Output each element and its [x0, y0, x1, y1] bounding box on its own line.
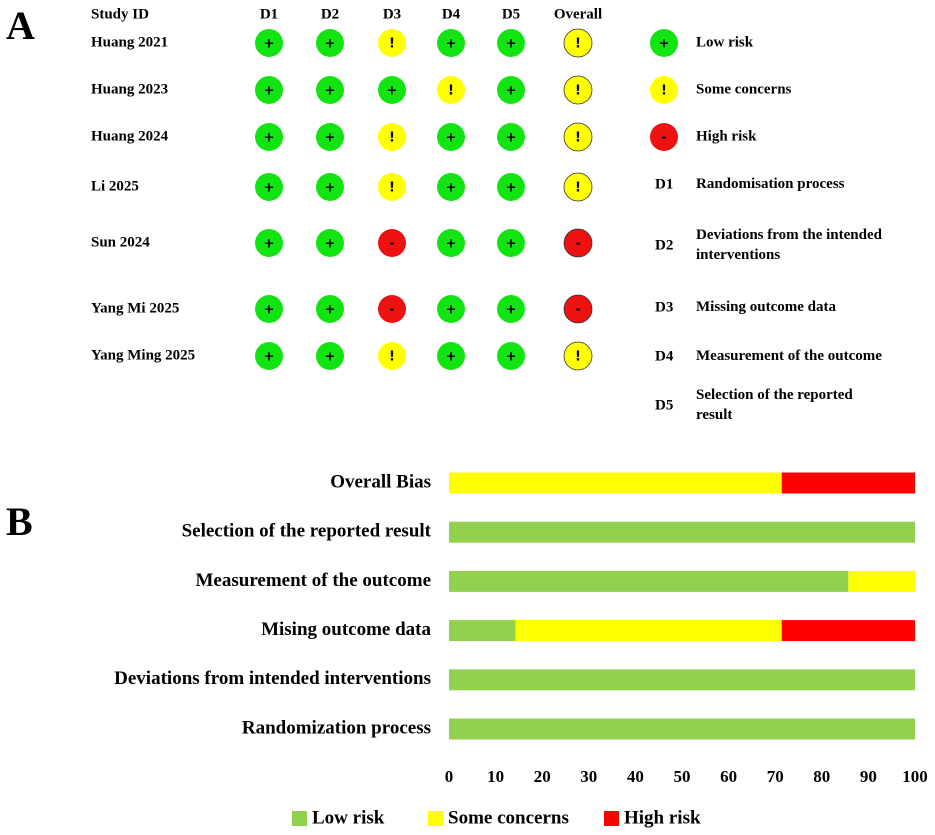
bar-segment-high — [782, 620, 915, 641]
judgement-symbol: + — [263, 36, 275, 52]
judgement-symbol: + — [324, 236, 336, 252]
judgement-symbol: - — [575, 302, 581, 318]
legend-domain-label: Selection of the reported result — [696, 387, 853, 424]
legend-label-some: Some concerns — [696, 81, 792, 98]
judgement-symbol: + — [263, 302, 275, 318]
judgement-symbol: + — [263, 130, 275, 146]
header-d2: D2 — [320, 6, 340, 23]
judgement-symbol: + — [263, 180, 275, 196]
bar-category-label: Measurement of the outcome — [195, 569, 431, 591]
bar-segment-low — [449, 719, 915, 740]
bar-segment-low — [449, 620, 516, 641]
judgement-symbol: - — [389, 302, 395, 318]
judgement-symbol: ! — [389, 36, 395, 52]
x-tick-label: 30 — [580, 766, 598, 786]
x-tick-label: 90 — [859, 766, 877, 786]
legend-label-high: High risk — [696, 128, 757, 145]
legend-symbol: + — [658, 36, 670, 52]
header-d4: D4 — [441, 6, 461, 23]
bar-segment-some — [848, 571, 915, 592]
traffic-light-plot — [91, 6, 602, 370]
bar-segment-low — [449, 571, 848, 592]
legend-swatch-some — [428, 811, 443, 826]
legend-swatch-high — [604, 811, 619, 826]
bar-category-label: Randomization process — [241, 717, 431, 739]
legend-domain-code: D1 — [655, 176, 674, 193]
judgement-symbol: + — [505, 130, 517, 146]
header-d3: D3 — [382, 6, 402, 23]
x-tick-label: 10 — [487, 766, 505, 786]
bar-segment-low — [449, 669, 915, 690]
bar-segment-high — [782, 473, 915, 494]
judgement-symbol: + — [505, 349, 517, 365]
x-tick-label: 20 — [533, 766, 551, 786]
study-label: Huang 2021 — [91, 34, 169, 51]
study-label: Yang Ming 2025 — [91, 347, 196, 364]
judgement-symbol: + — [324, 36, 336, 52]
legend-domain-code: D2 — [655, 237, 674, 254]
judgement-symbol: + — [324, 130, 336, 146]
judgement-symbol: ! — [575, 349, 581, 365]
bar-category-label: Deviations from intended interventions — [114, 668, 431, 690]
judgement-symbol: + — [386, 83, 398, 99]
judgement-symbol: + — [263, 349, 275, 365]
x-tick-label: 100 — [902, 766, 928, 786]
judgement-symbol: ! — [448, 83, 454, 99]
judgement-symbol: + — [505, 236, 517, 252]
legend-domain-label: Missing outcome data — [696, 299, 836, 316]
judgement-symbol: ! — [389, 349, 395, 365]
x-tick-label: 60 — [720, 766, 738, 786]
legend-label-some: Some concerns — [448, 807, 569, 829]
judgement-symbol: ! — [575, 130, 581, 146]
legend-domain-code: D5 — [655, 397, 674, 414]
x-tick-label: 40 — [626, 766, 644, 786]
judgement-symbol: + — [445, 36, 457, 52]
judgement-symbol: - — [389, 236, 395, 252]
judgement-symbol: + — [445, 236, 457, 252]
judgement-symbol: + — [324, 302, 336, 318]
study-label: Huang 2023 — [91, 81, 169, 98]
legend-label-low: Low risk — [696, 34, 754, 51]
x-tick-label: 80 — [813, 766, 831, 786]
x-tick-label: 70 — [766, 766, 784, 786]
judgement-symbol: ! — [575, 83, 581, 99]
header-overall: Overall — [553, 6, 603, 23]
study-label: Yang Mi 2025 — [91, 300, 180, 317]
header-d1: D1 — [259, 6, 279, 23]
judgement-symbol: ! — [389, 130, 395, 146]
panel-a-label: A — [6, 3, 35, 48]
bar-category-label: Overall Bias — [330, 471, 431, 493]
judgement-symbol: - — [575, 236, 581, 252]
judgement-symbol: + — [505, 302, 517, 318]
bar-segment-low — [449, 522, 915, 543]
judgement-symbol: + — [445, 180, 457, 196]
legend-domain-label: Measurement of the outcome — [696, 348, 882, 365]
judgement-symbol: + — [505, 36, 517, 52]
legend-symbol: ! — [661, 83, 667, 99]
legend-label-high: High risk — [624, 807, 701, 829]
header-study-id: Study ID — [91, 6, 149, 23]
legend-swatch-low — [292, 811, 307, 826]
header-d5: D5 — [501, 6, 521, 23]
bar-category-label: Selection of the reported result — [181, 520, 431, 542]
panel-b-label: B — [6, 499, 33, 544]
legend-domain-code: D4 — [655, 348, 674, 365]
study-label: Sun 2024 — [91, 234, 150, 251]
judgement-symbol: + — [324, 349, 336, 365]
judgement-symbol: + — [505, 83, 517, 99]
judgement-symbol: + — [445, 302, 457, 318]
legend-label-low: Low risk — [312, 807, 385, 829]
bar-category-label: Mising outcome data — [261, 618, 431, 640]
judgement-symbol: + — [445, 130, 457, 146]
x-tick-label: 50 — [673, 766, 691, 786]
judgement-symbol: + — [505, 180, 517, 196]
x-tick-label: 0 — [444, 766, 454, 786]
study-label: Li 2025 — [91, 178, 139, 195]
legend-domain-label: Deviations from the intended interventions — [696, 227, 882, 264]
judgement-symbol: + — [263, 236, 275, 252]
judgement-symbol: ! — [575, 180, 581, 196]
legend-symbol: - — [661, 130, 667, 146]
judgement-symbol: ! — [389, 180, 395, 196]
judgement-symbol: + — [263, 83, 275, 99]
legend-domain-label: Randomisation process — [696, 176, 845, 193]
judgement-symbol: + — [445, 349, 457, 365]
judgement-symbol: + — [324, 83, 336, 99]
bar-segment-some — [516, 620, 782, 641]
legend-domain-code: D3 — [655, 299, 674, 316]
traffic-light-legend — [650, 29, 883, 423]
bar-segment-some — [449, 473, 782, 494]
judgement-symbol: + — [324, 180, 336, 196]
summary-bar-chart — [114, 471, 928, 828]
judgement-symbol: ! — [575, 36, 581, 52]
study-label: Huang 2024 — [91, 128, 169, 145]
